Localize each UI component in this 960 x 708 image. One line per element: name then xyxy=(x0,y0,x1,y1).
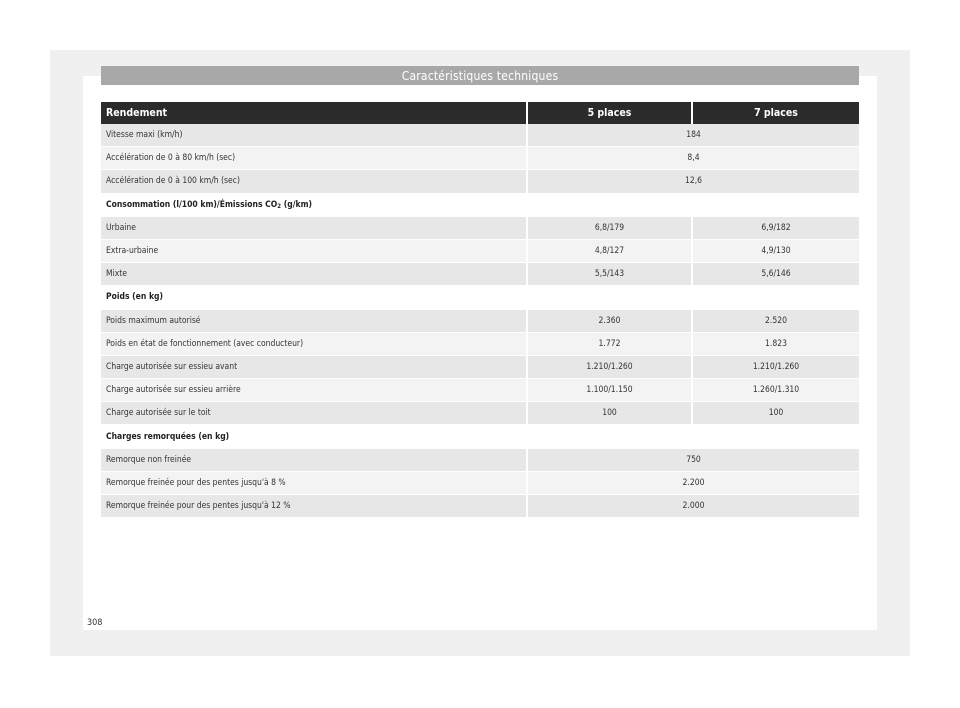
section-label-unit: (g/km) xyxy=(281,199,313,210)
row-value-5: 1.210/1.260 xyxy=(528,356,693,379)
section-label: Charges remorquées (en kg) xyxy=(101,425,859,448)
row-value: 2.200 xyxy=(528,472,859,495)
table-row xyxy=(101,310,859,333)
row-value-5: 1.100/1.150 xyxy=(528,379,693,402)
row-label: Remorque non freinée xyxy=(101,449,528,472)
table-row xyxy=(101,170,859,193)
section-row-weights xyxy=(101,286,859,309)
row-value-5: 2.360 xyxy=(528,310,693,333)
table-row xyxy=(101,217,859,240)
table-row xyxy=(101,472,859,495)
table-row xyxy=(101,147,859,170)
row-label: Poids en état de fonctionnement (avec conducteur) xyxy=(101,333,528,356)
technical-specs-table xyxy=(101,102,859,518)
row-value-5: 100 xyxy=(528,402,693,425)
section-label-text: Consommation (l/100 km)/Émissions CO xyxy=(106,199,278,210)
row-label: Charge autorisée sur essieu avant xyxy=(101,356,528,379)
row-label: Charge autorisée sur essieu arrière xyxy=(101,379,528,402)
row-value-7: 1.823 xyxy=(693,333,859,356)
row-label: Accélération de 0 à 80 km/h (sec) xyxy=(101,147,528,170)
row-value-5: 5,5/143 xyxy=(528,263,693,286)
row-value-7: 2.520 xyxy=(693,310,859,333)
table-row xyxy=(101,402,859,425)
row-label: Urbaine xyxy=(101,217,528,240)
table-row xyxy=(101,449,859,472)
row-label: Remorque freinée pour des pentes jusqu'à 12 % xyxy=(101,495,528,518)
row-label: Accélération de 0 à 100 km/h (sec) xyxy=(101,170,528,193)
section-row-consumption xyxy=(101,194,859,217)
row-value-5: 1.772 xyxy=(528,333,693,356)
row-label: Charge autorisée sur le toit xyxy=(101,402,528,425)
table-row xyxy=(101,240,859,263)
row-value-7: 6,9/182 xyxy=(693,217,859,240)
co2-subscript: 2 xyxy=(277,202,282,210)
row-label: Mixte xyxy=(101,263,528,286)
row-value: 12,6 xyxy=(528,170,859,193)
row-value-7: 100 xyxy=(693,402,859,425)
table-row xyxy=(101,379,859,402)
table-row xyxy=(101,333,859,356)
section-title: Caractéristiques techniques xyxy=(101,66,859,85)
table-row xyxy=(101,356,859,379)
row-value-7: 5,6/146 xyxy=(693,263,859,286)
row-value-7: 4,9/130 xyxy=(693,240,859,263)
table-row xyxy=(101,495,859,518)
row-label: Vitesse maxi (km/h) xyxy=(101,124,528,147)
row-value-7: 1.210/1.260 xyxy=(693,356,859,379)
row-value: 2.000 xyxy=(528,495,859,518)
row-value: 8,4 xyxy=(528,147,859,170)
table-row xyxy=(101,124,859,147)
section-label: Poids (en kg) xyxy=(101,286,859,309)
table-row xyxy=(101,263,859,286)
row-value: 184 xyxy=(528,124,859,147)
row-label: Remorque freinée pour des pentes jusqu'à 8 % xyxy=(101,472,528,495)
row-value-5: 4,8/127 xyxy=(528,240,693,263)
row-label: Extra-urbaine xyxy=(101,240,528,263)
section-label xyxy=(101,194,859,217)
row-value: 750 xyxy=(528,449,859,472)
page-number: 308 xyxy=(87,618,103,628)
row-label: Poids maximum autorisé xyxy=(101,310,528,333)
header-5-seats: 5 places xyxy=(528,102,693,124)
table-header-row xyxy=(101,102,859,124)
header-7-seats: 7 places xyxy=(693,102,859,124)
row-value-5: 6,8/179 xyxy=(528,217,693,240)
header-performance: Rendement xyxy=(101,102,528,124)
section-row-towing xyxy=(101,425,859,448)
row-value-7: 1.260/1.310 xyxy=(693,379,859,402)
